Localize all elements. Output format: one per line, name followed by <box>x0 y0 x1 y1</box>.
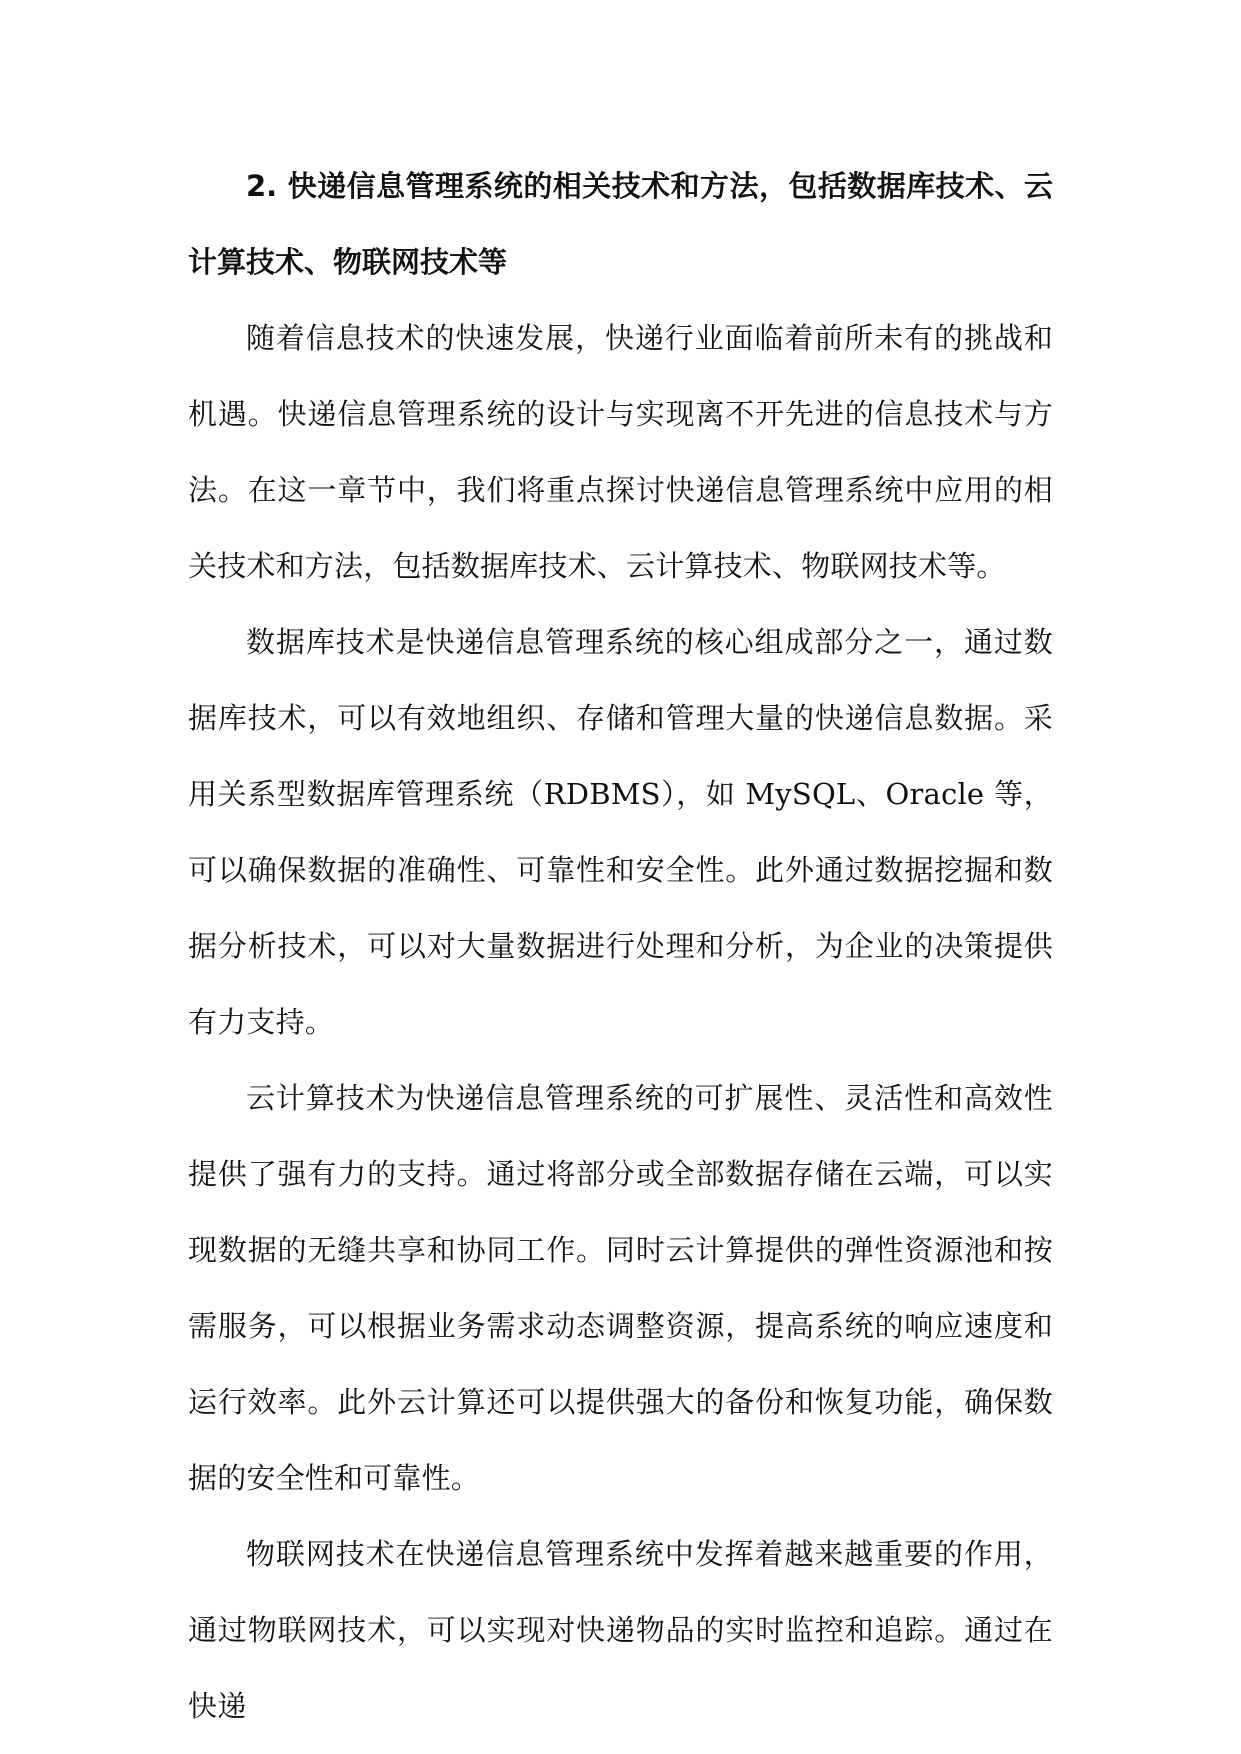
paragraph-intro: 随着信息技术的快速发展，快递行业面临着前所未有的挑战和机遇。快递信息管理系统的设计与实现离不开先进的信息技术与方法。在这一章节中，我们将重点探讨快递信息管理系统中应用的相关技术和方法，包括数据库技术、云计算技术、物联网技术等。 <box>188 321 1053 583</box>
paragraph-cloud: 云计算技术为快递信息管理系统的可扩展性、灵活性和高效性提供了强有力的支持。通过将部分或全部数据存储在云端，可以实现数据的无缝共享和协同工作。同时云计算提供的弹性资源池和按需服务，可以根据业务需求动态调整资源，提高系统的响应速度和运行效率。此外云计算还可以提供强大的备份和恢复功能，确保数据的安全性和可靠性。 <box>188 1081 1053 1495</box>
paragraph-database: 数据库技术是快递信息管理系统的核心组成部分之一，通过数据库技术，可以有效地组织、存储和管理大量的快递信息数据。采用关系型数据库管理系统（RDBMS），如 MySQL、Oracle 等，可以确保数据的准确性、可靠性和安全性。此外通过数据挖掘和数据分析技术，可以对大量数据进行处理和分析，为企业的决策提供有力支持。 <box>188 625 1053 1039</box>
document-body <box>188 148 1053 1744</box>
paragraph-iot: 物联网技术在快递信息管理系统中发挥着越来越重要的作用，通过物联网技术，可以实现对快递物品的实时监控和追踪。通过在快递 <box>188 1537 1053 1723</box>
section-heading: 2. 快递信息管理系统的相关技术和方法，包括数据库技术、云计算技术、物联网技术等 <box>188 169 1053 279</box>
